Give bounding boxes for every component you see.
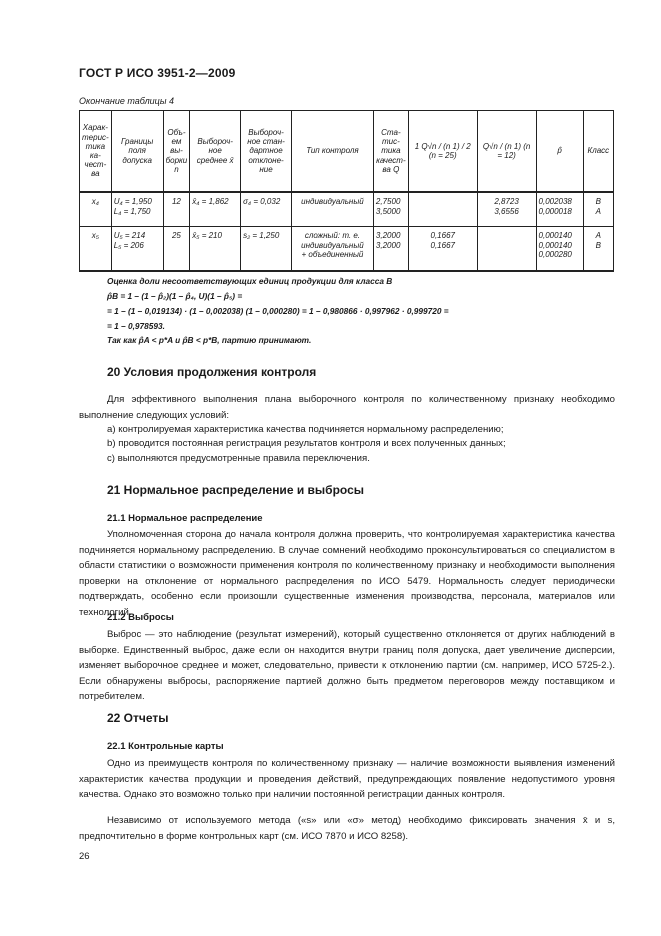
col-header-mean: Выбороч-ное среднее x̄ [190, 111, 241, 193]
table-header-row [80, 111, 614, 193]
formula-heading: Оценка доли несоответствующих единиц продукции для класса B [107, 276, 393, 286]
section-21-2-body: Выброс — это наблюдение (результат измерений), который существенно отклоняется от других наблюдений в выборке. Единственный выброс, даже если он находится внутри границ поля допуска, дает увеличение дисперсии, изменяет выборочное среднее и может, следовательно, привести к отклонению партии (см. например, ИСО 5725-2.). Если обнаружены выбросы, распоряжение партией должно быть предметом переговоров между поставщиком и потребителем. [79, 629, 615, 703]
section-21-1-body: Уполномоченная сторона до начала контроля должна проверить, что контролируемая характеристика качества подчиняется нормальному распределению. В случае сомнений необходимо проконсультироваться со специалистом в области статистики о возможности применения контроля по количественному признаку и необходимости выполнения проверки на отклонение от нормального распределения по ИСО 5479. Нормальность следует периодически подтверждать, особенно если произошли существенные изменения производства, персонала, материалов или технологий. [79, 529, 615, 618]
document-header: ГОСТ Р ИСО 3951-2—2009 [79, 66, 236, 80]
cell-sd: σ₄ = 0,032 [241, 192, 292, 227]
cell-class: A B [583, 227, 613, 272]
section-21-2-text [79, 627, 615, 705]
section-20-intro [79, 392, 615, 423]
list-item: a) контролируемая характеристика качества подчиняется нормальному распределению; [107, 424, 504, 435]
list-item: b) проводится постоянная регистрация результатов контроля и всех полученных данных; [107, 438, 506, 449]
cell-q: 2,7500 3,5000 [373, 192, 408, 227]
formula-line: = 1 – 0,978593. [107, 321, 165, 331]
cell-class: B A [583, 192, 613, 227]
section-21-2-title: 21.2 Выбросы [107, 612, 174, 623]
section-20-intro-text: Для эффективного выполнения плана выборочного контроля по количественному признаку необходимо выполнение следующих условий: [79, 394, 615, 421]
cell-limits: U₅ = 214 L₅ = 206 [111, 227, 163, 272]
table-caption: Окончание таблицы 4 [79, 96, 174, 106]
cell-n: 25 [163, 227, 190, 272]
section-21-1-text [79, 527, 615, 621]
list-item: c) выполняются предусмотренные правила переключения. [107, 453, 370, 464]
page-number: 26 [79, 851, 90, 862]
col-header-characteristic: Харак-терис-тика ка-чест-ва [80, 111, 112, 193]
cell-characteristic: x₄ [80, 192, 112, 227]
cell-mean: x̄₅ = 210 [190, 227, 241, 272]
cell-limits: U₄ = 1,950 L₄ = 1,750 [111, 192, 163, 227]
cell-n25: 0,1667 0,1667 [408, 227, 477, 272]
section-22-1-title: 22.1 Контрольные карты [107, 741, 224, 752]
section-22-1-text [79, 756, 615, 803]
col-header-sd: Выбороч-ное стан-дартное отклоне-ние [241, 111, 292, 193]
col-header-limits: Границы поля допуска [111, 111, 163, 193]
formula-line: p̂B = 1 – (1 – p̂₂)(1 – p̂₄, U)(1 – p̂₅) = [107, 291, 243, 301]
formula-conclusion: Так как p̂A < p*A и p̂B < p*B, партию принимают. [107, 335, 312, 345]
col-header-p: p̂ [536, 111, 583, 193]
cell-sd: s₂ = 1,250 [241, 227, 292, 272]
cell-mean: x̄₄ = 1,862 [190, 192, 241, 227]
cell-q: 3,2000 3,2000 [373, 227, 408, 272]
col-header-control-type: Тип контроля [291, 111, 373, 193]
cell-n25 [408, 192, 477, 227]
col-header-n25: 1 Q√n / (n 1) / 2 (n = 25) [408, 111, 477, 193]
cell-n12: 2,8723 3,6556 [477, 192, 536, 227]
cell-p: 0,002038 0,000018 [536, 192, 583, 227]
cell-characteristic: x₅ [80, 227, 112, 272]
cell-n: 12 [163, 192, 190, 227]
cell-n12 [477, 227, 536, 272]
table-row [80, 227, 614, 272]
col-header-sample-size: Объ-ем вы-борки n [163, 111, 190, 193]
section-22-title: 22 Отчеты [107, 711, 169, 725]
formula-line: = 1 – (1 – 0,019134) · (1 – 0,002038) (1 – 0,000280) = 1 – 0,980866 · 0,997962 · 0,999720 = [107, 306, 449, 316]
col-header-q: Ста-тис-тика качест-ва Q [373, 111, 408, 193]
table-row [80, 192, 614, 227]
section-21-1-title: 21.1 Нормальное распределение [107, 513, 263, 524]
section-21-title: 21 Нормальное распределение и выбросы [107, 483, 364, 497]
section-22-1-text-2 [79, 813, 615, 844]
section-20-title: 20 Условия продолжения контроля [107, 365, 317, 379]
section-22-1-body: Одно из преимуществ контроля по количественному признаку — наличие возможности выявления изменений характеристик качества продукции и проведения действий, предупреждающих появление недопустимого уровня качества. Однако это возможно только при наличии постоянной регистрации данных контроля. [79, 758, 615, 801]
section-22-1-body-2: Независимо от используемого метода («s» или «σ» метод) необходимо фиксировать значения x̄ и s, предпочтительно в форме контрольных карт (см. ИСО 7870 и ИСО 8258). [79, 815, 615, 842]
col-header-n12: Q√n / (n 1) (n = 12) [477, 111, 536, 193]
cell-p: 0,000140 0,000140 0,000280 [536, 227, 583, 272]
cell-control-type: сложный: т. е. индивидуальный + объединенный [291, 227, 373, 272]
table-4 [79, 110, 614, 272]
col-header-class: Класс [583, 111, 613, 193]
cell-control-type: индивидуальный [291, 192, 373, 227]
